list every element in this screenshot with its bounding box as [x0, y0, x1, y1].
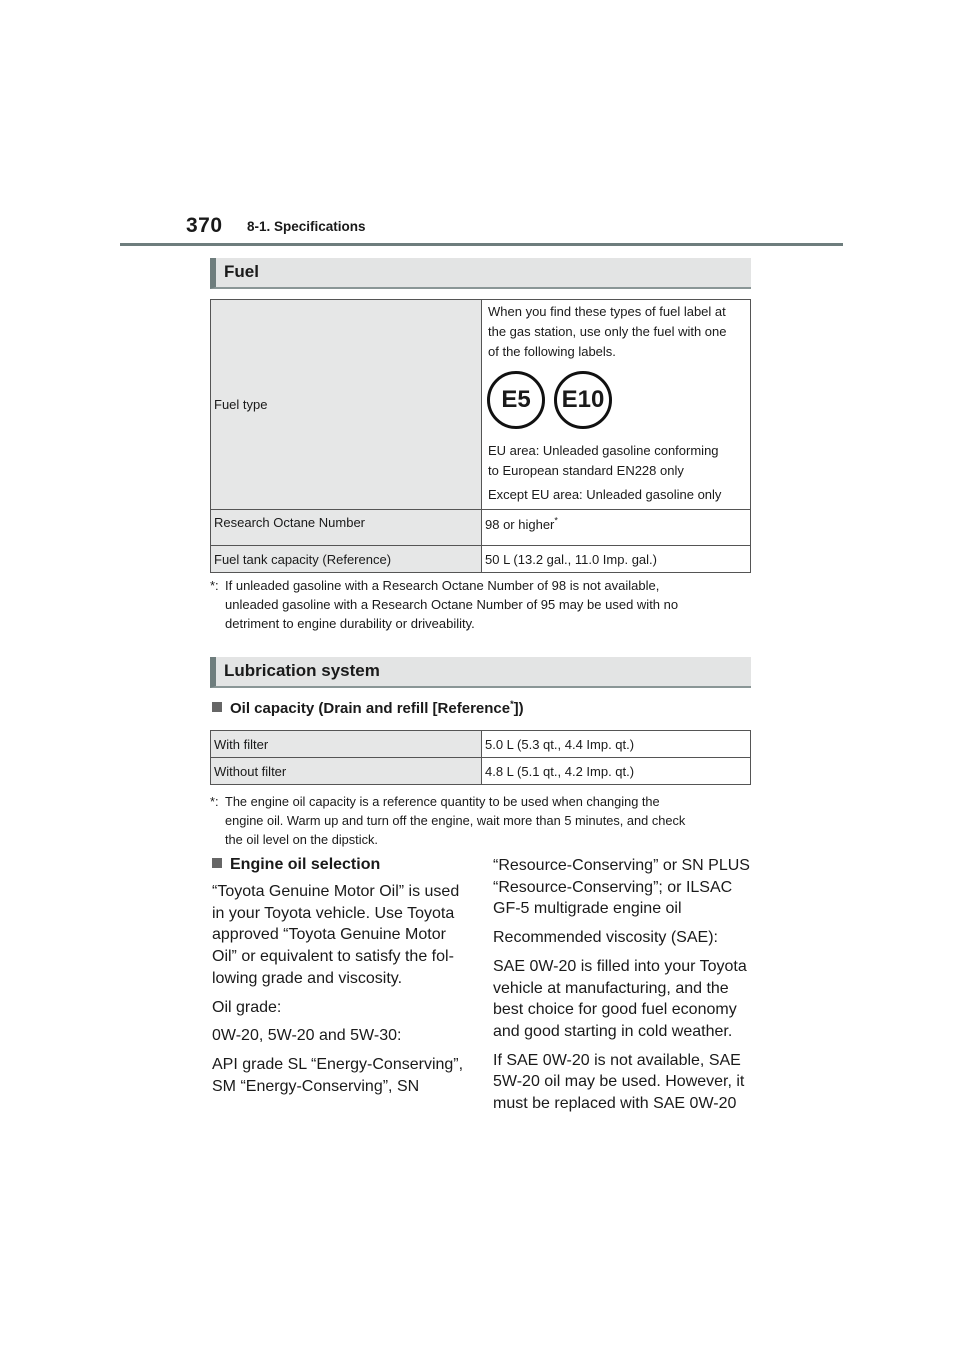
fuel-spec-table: [210, 299, 751, 573]
engine-oil-paragraph: If SAE 0W-20 is not available, SAE 5W-20 oil may be used. However, it must be replaced with SAE 0W-20: [493, 1051, 745, 1113]
fuel-type-value: [482, 300, 751, 510]
engine-oil-paragraph: Recommended viscosity (SAE):: [493, 929, 718, 947]
without-filter-label: Without filter: [211, 758, 482, 785]
oil-capacity-table: [210, 730, 751, 785]
fuel-section-heading: [210, 258, 751, 289]
oil-footnote-line-2: engine oil. Warm up and turn off the engine, wait more than 5 minutes, and check: [225, 813, 686, 828]
fuel-intro-line-3: of the following labels.: [488, 344, 616, 359]
engine-oil-paragraph: Oil grade:: [212, 998, 282, 1016]
square-bullet-icon: [212, 858, 222, 868]
table-row: [211, 731, 751, 758]
fuel-footnote-line-2: unleaded gasoline with a Research Octane Number of 95 may be used with no: [225, 597, 679, 612]
header-divider: [120, 243, 843, 246]
e5-fuel-label-icon: E5: [487, 371, 545, 429]
without-filter-value: 4.8 L (5.1 qt., 4.2 Imp. qt.): [482, 758, 751, 785]
table-row: [211, 510, 751, 546]
fuel-intro-line-1: When you find these types of fuel label at: [488, 304, 726, 319]
fuel-footnote: [210, 576, 750, 633]
oil-capacity-heading: [212, 700, 524, 717]
oil-footnote-line-1: The engine oil capacity is a reference quantity to be used when changing the: [225, 794, 660, 809]
eu-area-line-1: EU area: Unleaded gasoline conforming: [488, 443, 719, 458]
oil-footnote-line-3: the oil level on the dipstick.: [225, 832, 378, 847]
engine-oil-paragraph: 0W-20, 5W-20 and 5W-30:: [212, 1027, 402, 1045]
oil-capacity-heading-end: ]): [513, 700, 524, 717]
fuel-footnote-line-3: detriment to engine durability or driveability.: [225, 616, 475, 631]
with-filter-label: With filter: [211, 731, 482, 758]
engine-oil-selection-heading: [212, 856, 380, 874]
engine-oil-paragraph: “Resource-Conserving” or SN PLUS “Resource-Conserving”; or ILSAC GF-5 multigrade engine oil: [493, 857, 750, 918]
ron-value: 98 or higher: [485, 517, 555, 532]
table-row: [211, 546, 751, 573]
chapter-title: 8-1. Specifications: [247, 219, 366, 234]
engine-oil-left-column: [212, 881, 474, 1104]
non-eu-area-line: Except EU area: Unleaded gasoline only: [488, 487, 722, 502]
page-number: 370: [186, 214, 223, 237]
oil-footnote: [210, 792, 750, 849]
ron-value-cell: [482, 510, 751, 546]
with-filter-value: 5.0 L (5.3 qt., 4.4 Imp. qt.): [482, 731, 751, 758]
oil-capacity-heading-text: Oil capacity (Drain and refill [Reference: [230, 700, 511, 717]
e10-fuel-label-icon: E10: [554, 371, 612, 429]
engine-oil-paragraph: “Toyota Genuine Motor Oil” is used in your Toyota vehicle. Use Toyota approved “Toyota Genuine Motor Oil” or equivalent to satisfy the following grade and viscosity.: [212, 883, 460, 987]
lubrication-section-title: Lubrication system: [224, 661, 380, 680]
footnote-mark: *:: [210, 794, 219, 809]
fuel-intro-line-2: the gas station, use only the fuel with one: [488, 324, 727, 339]
tank-capacity-value: 50 L (13.2 gal., 11.0 Imp. gal.): [482, 546, 751, 573]
ron-label: Research Octane Number: [211, 510, 482, 546]
tank-capacity-label: Fuel tank capacity (Reference): [211, 546, 482, 573]
engine-oil-paragraph: SAE 0W-20 is filled into your Toyota vehicle at manufacturing, and the best choice for good fuel economy and good starting in cold weather.: [493, 957, 747, 1040]
engine-oil-selection-heading-text: Engine oil selection: [230, 856, 381, 873]
engine-oil-right-column: [493, 855, 751, 1122]
fuel-type-label: Fuel type: [211, 300, 482, 510]
eu-area-line-2: to European standard EN228 only: [488, 463, 684, 478]
footnote-mark: *:: [210, 578, 219, 593]
table-row: [211, 300, 751, 510]
table-row: [211, 758, 751, 785]
fuel-section-title: Fuel: [224, 262, 259, 281]
lubrication-section-heading: [210, 657, 751, 688]
engine-oil-paragraph: API grade SL “Energy-Conserving”, SM “Energy-Conserving”, SN: [212, 1055, 464, 1095]
ron-footnote-star: *: [554, 515, 558, 526]
fuel-footnote-line-1: If unleaded gasoline with a Research Octane Number of 98 is not available,: [225, 578, 660, 593]
square-bullet-icon: [212, 702, 222, 712]
oil-capacity-star: *: [510, 699, 514, 709]
